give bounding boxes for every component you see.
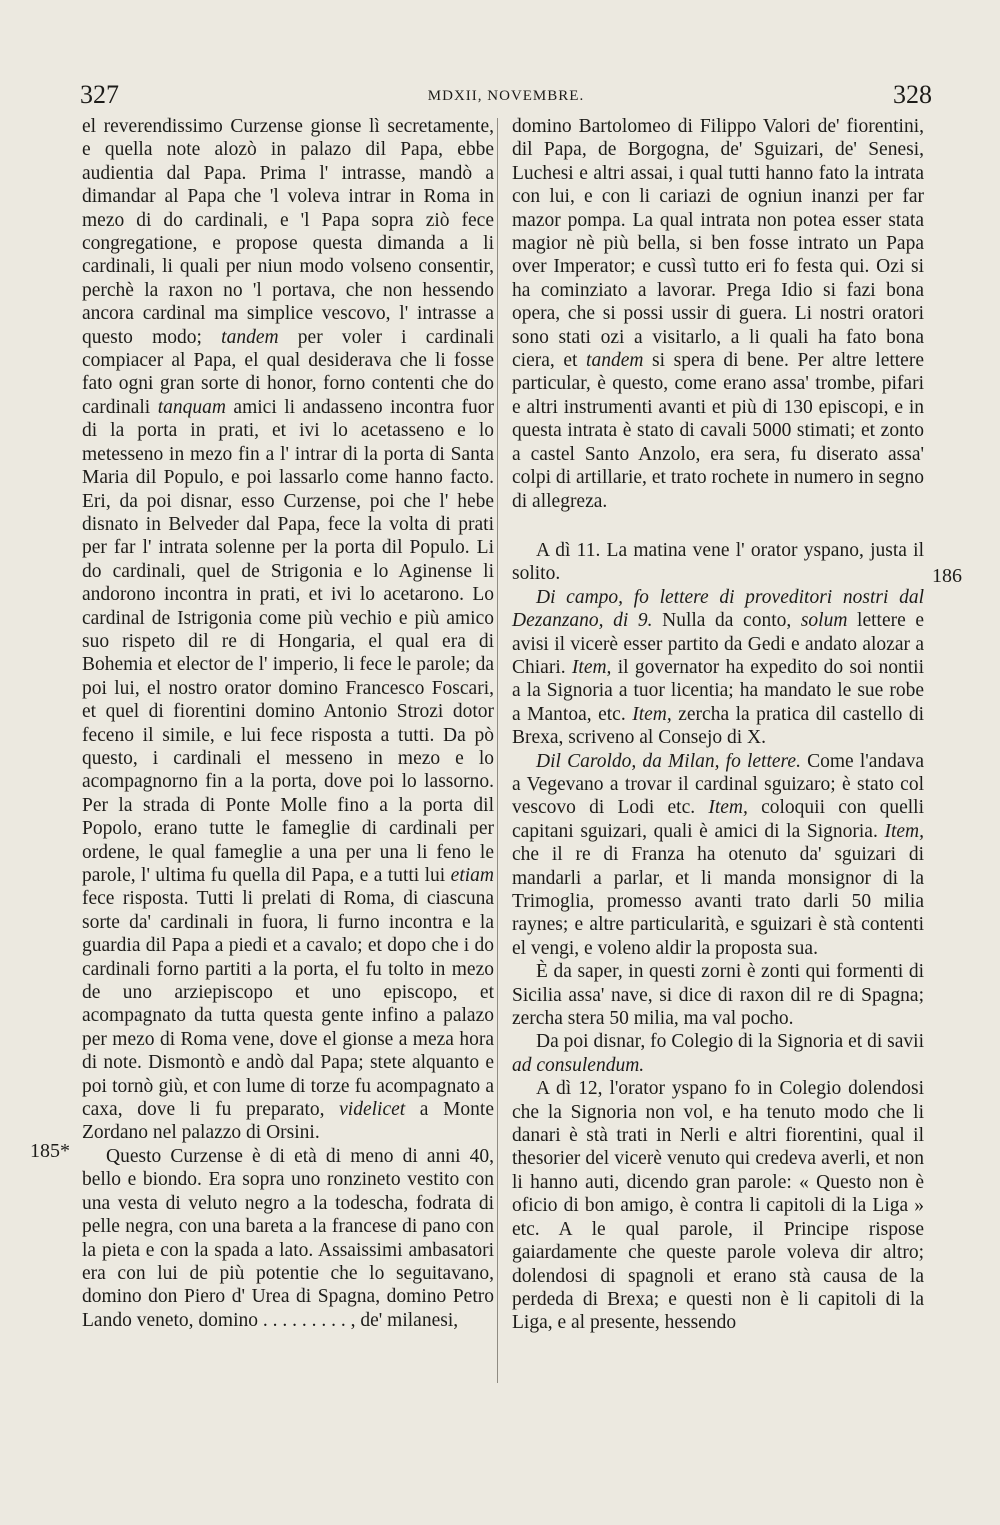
paragraph: È da saper, in questi zorni è zonti qui formenti di Sicilia assa' nave, si dice di raxon dil re di Spagna; zercha stera 50 milia, ma val pocho.	[512, 961, 924, 1030]
page-number-left: 327	[80, 80, 119, 109]
running-title: MDXII, NOVEMBRE.	[427, 88, 585, 104]
paragraph: Di campo, fo lettere di proveditori nostri dal Dezanzano, di 9. Nulla da conto, solum lettere e avisi il vicerè esser partito da Gedi e andato alozar a Chiari. Item, il governator ha expedito do soi nontii a la Signoria a tuor licentia; ha mandato le sue robe a Mantoa, etc. Item, zercha la pratica dil castello di Brexa, scriveno al Consejo di X.	[512, 586, 925, 749]
paragraph: Dil Caroldo, da Milan, fo lettere. Come l'andava a Vegevano a trovar il cardinal sguizaro; è stato col vescovo di Lodi etc. Item, coloquii con quelli capitani sguizari, quali è amici di la Signoria. Item, che il re di Franza ha otenuto da' sguizari di mandarli a parlar, et li manda monsignor di la Trimoglia, promesso avanti trato darli 50 milia raynes; e altre particularità, e sguizari è stà contenti el vengi, e voleno aldir la proposta sua.	[512, 750, 924, 959]
page-number-right: 328	[893, 80, 932, 109]
margin-number-right: 186	[932, 565, 962, 587]
page-header	[80, 80, 932, 110]
left-column	[82, 115, 494, 1332]
paragraph: A dì 12, l'orator yspano fo in Colegio dolendosi che la Signoria non vol, e ha tenuto modo che li danari è stà trati in Nerli e altri fiorentini, qual il thesorier del vicerè venuto qui credeva averli, et non li hanno auti, dicendo gran parole: « Questo non è oficio di bon amigo, è contra li capitoli di la Liga » etc. A le qual parole, il Principe rispose gaiardamente che queste parole voleva dir altro; dolendosi di spagnoli et erano stà causa de la perdeda di Brexa; e questi non è li capitoli di la Liga, e al presente, hessendo	[512, 1078, 924, 1334]
margin-number-left: 185*	[30, 1140, 70, 1162]
paragraph: el reverendissimo Curzense gionse lì secretamente, e quella note alozò in palazo dil Papa, ebbe audientia dal Papa. Prima l' intrasse, mandò a dimandar al Papa che 'l voleva intrar in Roma in mezo di do cardinali, e 'l Papa sopra ziò fece congregatione, e propose questa dimanda a li cardinali, li quali per niun modo volseno consentir, perchè la raxon no 'l portava, che non hessendo ancora cardinal ma simplice vescovo, l' intrasse a questo modo; tandem per voler i cardinali compiacer al Papa, el qual desiderava che li fosse fato ogni gran sorte di honor, forno contenti che do cardinali tanquam amici li andasseno incontra fuor di la porta in prati, et ivi lo acetasseno e lo metesseno in mezo fin a l' intrar di la porta di Santa Maria dil Populo, e poi lassarlo come hanno facto. Eri, da poi disnar, esso Curzense, poi che l' hebe disnato in Belveder dal Papa, fece la volta di prati per far l' intrata solenne per la porta dil Populo. Li do cardinali, quel de Strigonia e lo Aginense li andorono incontra in prati, et ivi lo acetarono. Lo cardinal de Istrigonia come più vechio e più amico suo rispeto dil re di Hongaria, el qual era di Bohemia et elector de l' imperio, li fece le parole; da poi lui, el nostro orator domino Francesco Foscari, et quel di fiorentini domino Antonio Strozi dotor feceno il simile, e lui fece risposta a tutti. Da pò questo, i cardinali el messeno in mezo e lo acompagnorno fin a la porta, dove poi lo lassorno. Per la strada di Ponte Molle fino a la porta dil Popolo, erano tutte le fameglie di cardinali per ordene, le qual fameglie a una per una li feno le parole, l' ultima fu quella dil Papa, e a tutti lui etiam fece risposta. Tutti li prelati di Roma, di ciascuna sorte da' cardinali in fuora, li furno incontra e la guardia dil Papa a piedi et a cavalo; et dopo che i do cardinali forno partiti a la porta, el fu tolto in mezo de uno arziepiscopo et uno episcopo, et acompagnato da tutta questa gente infino a palazo per mezo di Roma vene, dove el gionse a meza hora di note. Dismontò e andò dal Papa; stete alquanto e poi tornò giù, et con lume di torze fu acompagnato a caxa, dove li fu preparato, videlicet a Monte Zordano nel palazzo di Orsini.	[82, 116, 495, 1144]
paragraph: A dì 11. La matina vene l' orator yspano, justa il solito.	[512, 539, 924, 585]
right-column	[512, 115, 924, 1335]
paragraph: Questo Curzense è di età di meno di anni 40, bello e biondo. Era sopra uno ronzineto vestito con una vesta di veluto negro a la todescha, fodrata di pelle negra, con una bareta a la francese di pano con la pieta e con la spada a lato. Assaissimi ambasatori era con lui de più potentie che lo seguitavano, domino don Piero d' Urea di Spagna, domino Petro Lando veneto, domino . . . . . . . . . , de' milanesi,	[82, 1145, 494, 1331]
paragraph: Da poi disnar, fo Colegio di la Signoria et di savii ad consulendum.	[512, 1031, 924, 1076]
paragraph: domino Bartolomeo di Filippo Valori de' fiorentini, dil Papa, de Borgogna, de' Sguizari, de' Senesi, Luchesi e altri assai, i qual tutti hanno fato la intrata con lui, e con li cariazi de ogniun inanzi per far mazor pompa. La qual intrata non potea esser stata magior nè più bella, si ben fosse intrato un Papa over Imperator; e cussì tutto eri fo festa qui. Ozi si ha cominziato a lavorar. Prega Idio si fazi bona opera, che si possi ussir di guera. Li nostri oratori sono stati ozi a visitarlo, a li quali ha fato bona ciera, et tandem si spera di bene. Per altre lettere particular, è questo, come erano assa' trombe, pifari e altri instrumenti avanti et più di 130 episcopi, e in questa intrata è stato di cavali 5000 stimati; et zonto a castel Santo Anzolo, era sera, fu diserato assa' colpi di artillarie, et trato rochete in numero in segno di allegreza.	[512, 116, 924, 512]
column-divider	[497, 118, 498, 1383]
